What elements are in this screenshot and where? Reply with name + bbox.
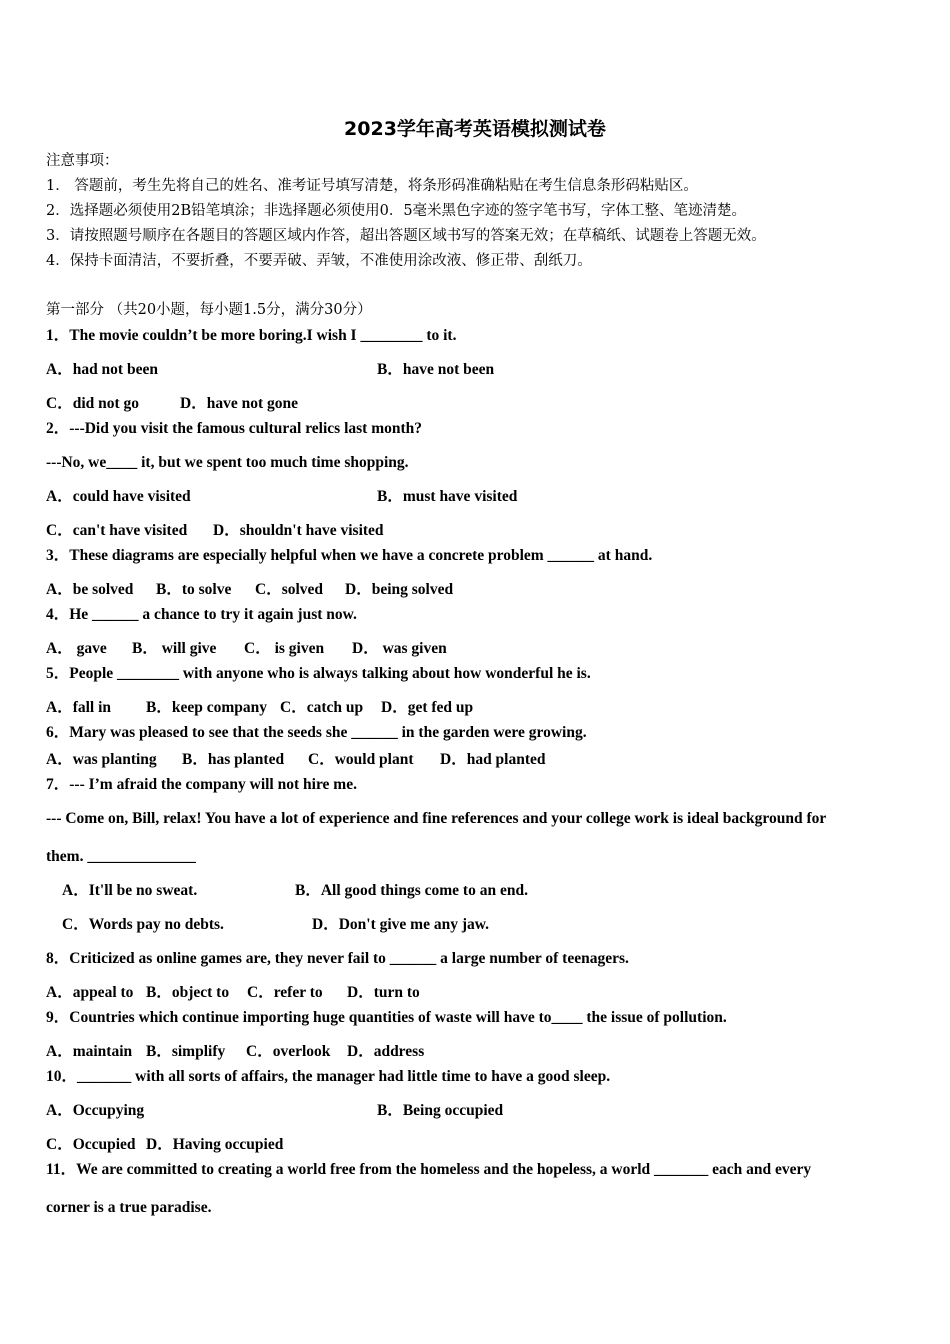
option-c: C．catch up	[280, 699, 364, 716]
option-b: B．has planted	[182, 751, 285, 768]
notice-item-4: 4．保持卡面清洁，不要折叠，不要弄破、弄皱，不准使用涂改液、修正带、刮纸刀。	[46, 253, 592, 269]
question-7-options-row1	[62, 881, 528, 901]
option-c: C．Occupied	[46, 1136, 136, 1153]
question-2-stem-cont: ---No, we____ it, but we spent too much time shopping.	[46, 454, 409, 471]
option-b: B．Being occupied	[377, 1102, 504, 1119]
option-d: D．shouldn't have visited	[213, 522, 384, 539]
option-d: D．turn to	[347, 984, 420, 1001]
option-c: C．would plant	[308, 751, 414, 768]
option-a: A． gave	[46, 640, 107, 657]
section-heading: 第一部分 （共20小题，每小题1.5分，满分30分）	[46, 302, 372, 318]
option-d: D．get fed up	[381, 699, 474, 716]
option-a: A．had not been	[46, 361, 158, 378]
option-b: B． will give	[132, 640, 217, 657]
question-9-stem: 9．Countries which continue importing huge quantities of waste will have to____ the issue of pollution.	[46, 1009, 727, 1026]
question-3-options	[46, 580, 453, 600]
question-7-stem-end: them. ______________	[46, 848, 196, 865]
option-a: A．fall in	[46, 699, 112, 716]
option-b: B．must have visited	[377, 488, 518, 505]
question-1-options-row2	[46, 394, 298, 414]
question-7-stem-cont: --- Come on, Bill, relax! You have a lot of experience and fine references and your college work is ideal background for	[46, 810, 827, 827]
option-c: C． is given	[244, 640, 325, 657]
option-d: D．being solved	[345, 581, 454, 598]
option-d: D．Having occupied	[146, 1136, 284, 1153]
option-d: D．had planted	[440, 751, 546, 768]
question-5-stem: 5．People ________ with anyone who is always talking about how wonderful he is.	[46, 665, 591, 682]
question-1-stem: 1．The movie couldn’t be more boring.I wish I ________ to it.	[46, 327, 457, 344]
question-6-options	[46, 750, 546, 770]
question-11-stem-cont: corner is a true paradise.	[46, 1199, 212, 1216]
notice-item-1: 1． 答题前，考生先将自己的姓名、准考证号填写清楚，将条形码准确粘贴在考生信息条形码粘贴区。	[46, 178, 698, 194]
question-9-options	[46, 1042, 424, 1062]
option-a: A．be solved	[46, 581, 134, 598]
option-c: C．Words pay no debts.	[62, 916, 224, 933]
option-d: D． was given	[352, 640, 447, 657]
option-a: A．maintain	[46, 1043, 133, 1060]
option-b: B．keep company	[146, 699, 267, 716]
question-2-stem: 2．---Did you visit the famous cultural relics last month?	[46, 420, 423, 437]
option-b: B．object to	[146, 984, 230, 1001]
question-4-stem: 4．He ______ a chance to try it again just now.	[46, 606, 357, 623]
page-title: 2023学年高考英语模拟测试卷	[344, 118, 606, 140]
notice-item-2: 2．选择题必须使用2B铅笔填涂；非选择题必须使用0．5毫米黑色字迹的签字笔书写，字体工整、笔迹清楚。	[46, 203, 747, 219]
notice-item-3: 3．请按照题号顺序在各题目的答题区域内作答，超出答题区域书写的答案无效；在草稿纸、试题卷上答题无效。	[46, 228, 766, 244]
option-a: A．It'll be no sweat.	[62, 882, 198, 899]
question-7-options-row2	[62, 915, 489, 935]
option-d: D．address	[347, 1043, 425, 1060]
question-3-stem: 3．These diagrams are especially helpful when we have a concrete problem ______ at hand.	[46, 547, 653, 564]
option-c: C．did not go	[46, 395, 140, 412]
question-2-options-row1	[46, 487, 517, 507]
option-c: C．refer to	[247, 984, 323, 1001]
question-6-stem: 6．Mary was pleased to see that the seeds she ______ in the garden were growing.	[46, 724, 587, 741]
notice-heading: 注意事项：	[46, 153, 119, 169]
option-a: A．was planting	[46, 751, 157, 768]
question-5-options	[46, 698, 473, 718]
question-11-stem: 11．We are committed to creating a world free from the homeless and the hopeless, a world _______ each and every	[46, 1161, 812, 1178]
option-b: B．to solve	[156, 581, 232, 598]
question-4-options	[46, 639, 447, 659]
question-10-options-row2	[46, 1135, 283, 1155]
question-7-stem: 7．--- I’m afraid the company will not hire me.	[46, 776, 357, 793]
option-b: B．have not been	[377, 361, 495, 378]
option-c: C．can't have visited	[46, 522, 188, 539]
question-10-stem: 10．_______ with all sorts of affairs, the manager had little time to have a good sleep.	[46, 1068, 611, 1085]
option-d: D．have not gone	[180, 395, 298, 412]
question-1-options-row1	[46, 360, 494, 380]
option-c: C．solved	[255, 581, 324, 598]
question-8-stem: 8．Criticized as online games are, they never fail to ______ a large number of teenagers.	[46, 950, 629, 967]
option-b: B．simplify	[146, 1043, 226, 1060]
question-2-options-row2	[46, 521, 384, 541]
option-a: A．Occupying	[46, 1102, 145, 1119]
option-b: B．All good things come to an end.	[295, 882, 528, 899]
option-a: A．appeal to	[46, 984, 134, 1001]
question-10-options-row1	[46, 1101, 503, 1121]
option-c: C．overlook	[246, 1043, 331, 1060]
option-d: D．Don't give me any jaw.	[312, 916, 489, 933]
option-a: A．could have visited	[46, 488, 191, 505]
question-8-options	[46, 983, 420, 1003]
